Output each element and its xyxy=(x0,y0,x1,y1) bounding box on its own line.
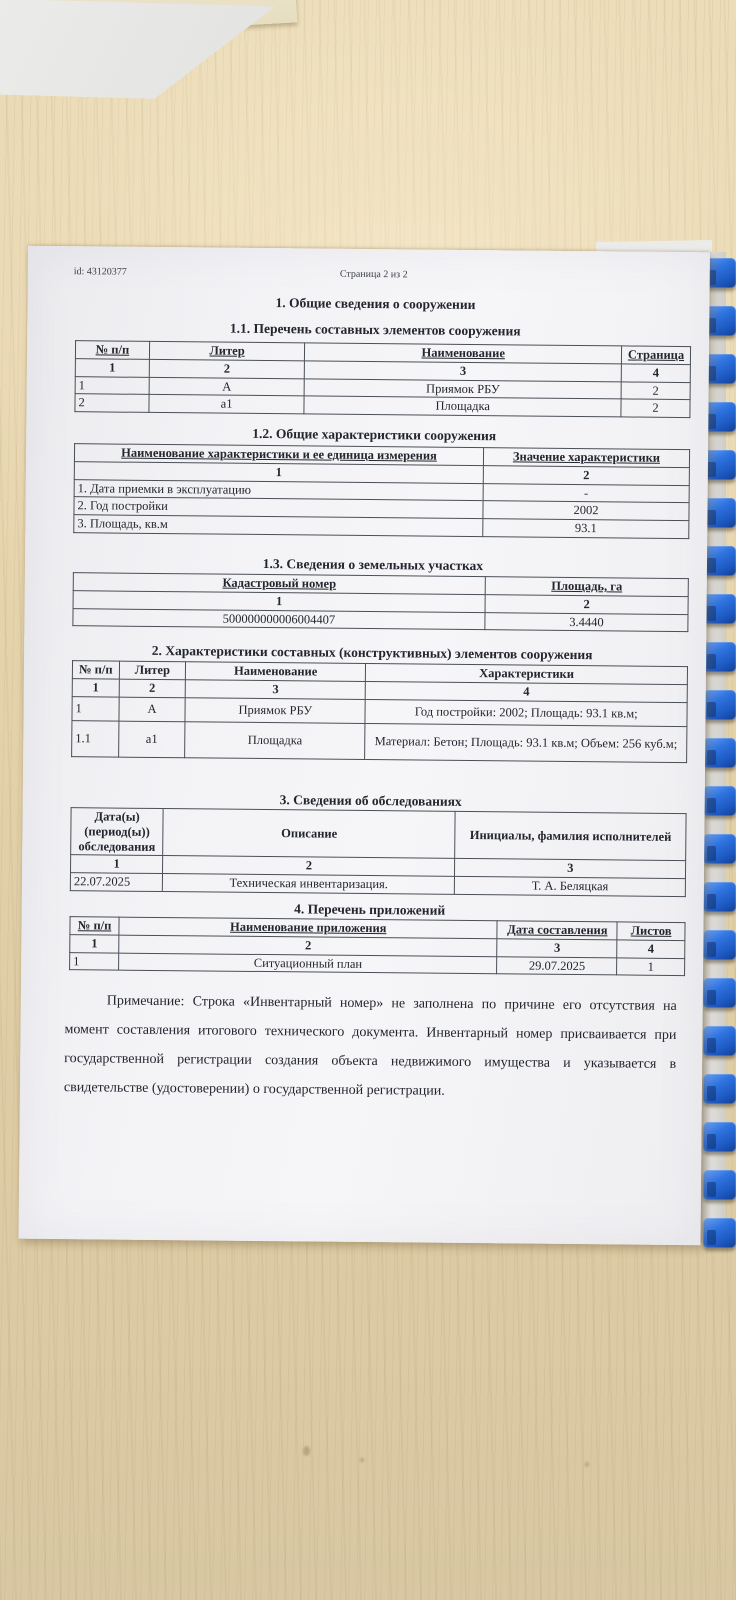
cell: 3.4440 xyxy=(485,612,688,632)
cell: Ситуационный план xyxy=(119,953,497,974)
binding-clip xyxy=(703,1170,736,1200)
col-header: № п/п xyxy=(70,917,119,935)
cell: 1. Дата приемки в эксплуатацию xyxy=(74,479,483,501)
document-page xyxy=(18,246,710,1246)
col-header: Наименование xyxy=(185,662,365,681)
numbering-cell: 1 xyxy=(70,934,119,952)
col-header: № п/п xyxy=(72,661,119,679)
note-paragraph: Примечание: Строка «Инвентарный номер» не заполнена по причине его отсутствия на момент составления итогового технического документа. Инвентарный номер присваивается при государственной регистрации создания объекта недвижимого имущества и указывается в свидетельстве (удостоверении) о государственной регистрации. xyxy=(63,993,677,1099)
cell: 1 xyxy=(70,952,119,970)
table-attachments xyxy=(69,916,685,976)
section3-title: 3. Сведения об обследованиях xyxy=(279,792,462,809)
col-header: Наименование характеристики и ее единица измерения xyxy=(74,444,483,466)
numbering-cell: 4 xyxy=(617,940,685,958)
binding-clip xyxy=(703,1122,736,1152)
cell: 2 xyxy=(621,399,690,417)
col-header: Инициалы, фамилия исполнителей xyxy=(455,811,686,860)
table-header-row xyxy=(71,808,686,861)
cell: Год постройки: 2002; Площадь: 93.1 кв.м; xyxy=(365,699,687,726)
table-structural-elements xyxy=(71,660,688,762)
cell: 1.1 xyxy=(72,720,119,756)
table-land-parcels xyxy=(72,572,688,632)
numbering-cell: 1 xyxy=(74,461,483,483)
wood-knot xyxy=(303,1446,310,1456)
table-row xyxy=(72,720,687,762)
binding-clip xyxy=(703,1026,736,1056)
numbering-cell: 3 xyxy=(305,361,622,382)
cell: А xyxy=(119,697,186,722)
col-header: Кадастровый номер xyxy=(73,573,485,595)
cell: 1 xyxy=(72,696,119,720)
numbering-cell: 4 xyxy=(366,681,688,702)
binding-clip xyxy=(703,690,736,720)
page-number: Страница 2 из 2 xyxy=(339,268,408,281)
cell: 1 xyxy=(617,957,685,975)
col-header: Литер xyxy=(149,341,305,360)
section1-2-title: 1.2. Общие характеристики сооружения xyxy=(252,425,497,444)
col-header: Литер xyxy=(119,661,186,679)
cell: Площадка xyxy=(304,396,621,417)
cell: а1 xyxy=(149,395,305,414)
col-header: Площадь, га xyxy=(485,577,688,597)
page-header xyxy=(74,266,674,286)
binding-clip xyxy=(703,642,736,672)
numbering-cell: 2 xyxy=(485,594,688,614)
binding-clip xyxy=(703,882,736,912)
col-header: Значение характеристики xyxy=(483,448,689,468)
binding-clip xyxy=(703,786,736,816)
col-header: Описание xyxy=(163,809,456,859)
cell: 1 xyxy=(75,376,149,394)
numbering-cell: 2 xyxy=(119,935,497,956)
cell: 2. Год постройки xyxy=(74,497,483,519)
binding-clip xyxy=(703,498,736,528)
binding-clip xyxy=(703,738,736,768)
numbering-cell: 2 xyxy=(163,856,455,877)
numbering-cell: 4 xyxy=(621,364,690,382)
wood-knot xyxy=(585,1462,589,1467)
section4-title: 4. Перечень приложений xyxy=(294,901,446,918)
cell: 2 xyxy=(75,394,149,412)
survey-date-cell: 22.07.2025 xyxy=(70,873,162,892)
binding-clip xyxy=(703,978,736,1008)
table-general-characteristics xyxy=(73,443,690,539)
cadastral-number-cell: 500000000006004407 xyxy=(73,608,485,630)
col-header: Листов xyxy=(617,922,685,940)
cell: 93.1 xyxy=(483,519,689,539)
section1-3-title: 1.3. Сведения о земельных участках xyxy=(262,555,484,574)
numbering-cell: 1 xyxy=(75,358,149,376)
col-header: Дата(ы) (период(ы)) обследования xyxy=(71,808,164,856)
numbering-cell: 1 xyxy=(70,855,162,874)
numbering-cell: 1 xyxy=(73,590,485,612)
section1-1-title: 1.1. Перечень составных элементов сооружения xyxy=(229,320,521,339)
col-header: Страница xyxy=(622,346,691,364)
section1-title: 1. Общие сведения о сооружении xyxy=(275,295,476,313)
numbering-cell: 3 xyxy=(497,939,617,958)
binding-clip xyxy=(703,1218,736,1248)
numbering-cell: 1 xyxy=(72,678,119,696)
col-header: Наименование приложения xyxy=(119,917,497,938)
cell: 29.07.2025 xyxy=(497,956,617,975)
cell: Техническая инвентаризация. xyxy=(163,874,455,895)
binding-clip xyxy=(703,930,736,960)
col-header: № п/п xyxy=(75,341,149,359)
cell: а1 xyxy=(118,721,185,758)
wood-knot xyxy=(360,1458,364,1462)
cell: Приямок РБУ xyxy=(304,378,621,399)
binding-clip xyxy=(703,834,736,864)
cell: 2 xyxy=(621,381,690,399)
cell: - xyxy=(483,483,689,503)
numbering-cell: 2 xyxy=(149,359,305,378)
cell: Приямок РБУ xyxy=(185,697,365,723)
numbering-cell: 2 xyxy=(119,679,186,697)
binding-clip xyxy=(703,1074,736,1104)
cell: 2002 xyxy=(483,501,689,521)
binding-clip xyxy=(703,546,736,576)
cell: Материал: Бетон; Площадь: 93.1 кв.м; Объем: 256 куб.м; xyxy=(365,723,687,762)
section2-title: 2. Характеристики составных (конструктивных) элементов сооружения xyxy=(151,642,593,663)
table-surveys xyxy=(70,807,687,897)
doc-id: id: 43120377 xyxy=(73,266,127,278)
executor-cell: Т. А. Беляцкая xyxy=(455,876,686,896)
cell: 3. Площадь, кв.м xyxy=(74,515,483,537)
numbering-cell: 3 xyxy=(455,859,686,879)
table-elements-list xyxy=(74,340,691,418)
col-header: Характеристики xyxy=(366,663,688,684)
col-header: Дата составления xyxy=(497,921,617,940)
numbering-cell: 3 xyxy=(185,680,365,699)
cell: Площадка xyxy=(185,721,366,759)
numbering-cell: 2 xyxy=(483,465,689,485)
binding-clip xyxy=(703,594,736,624)
cell: А xyxy=(149,377,305,396)
col-header: Наименование xyxy=(305,343,622,364)
